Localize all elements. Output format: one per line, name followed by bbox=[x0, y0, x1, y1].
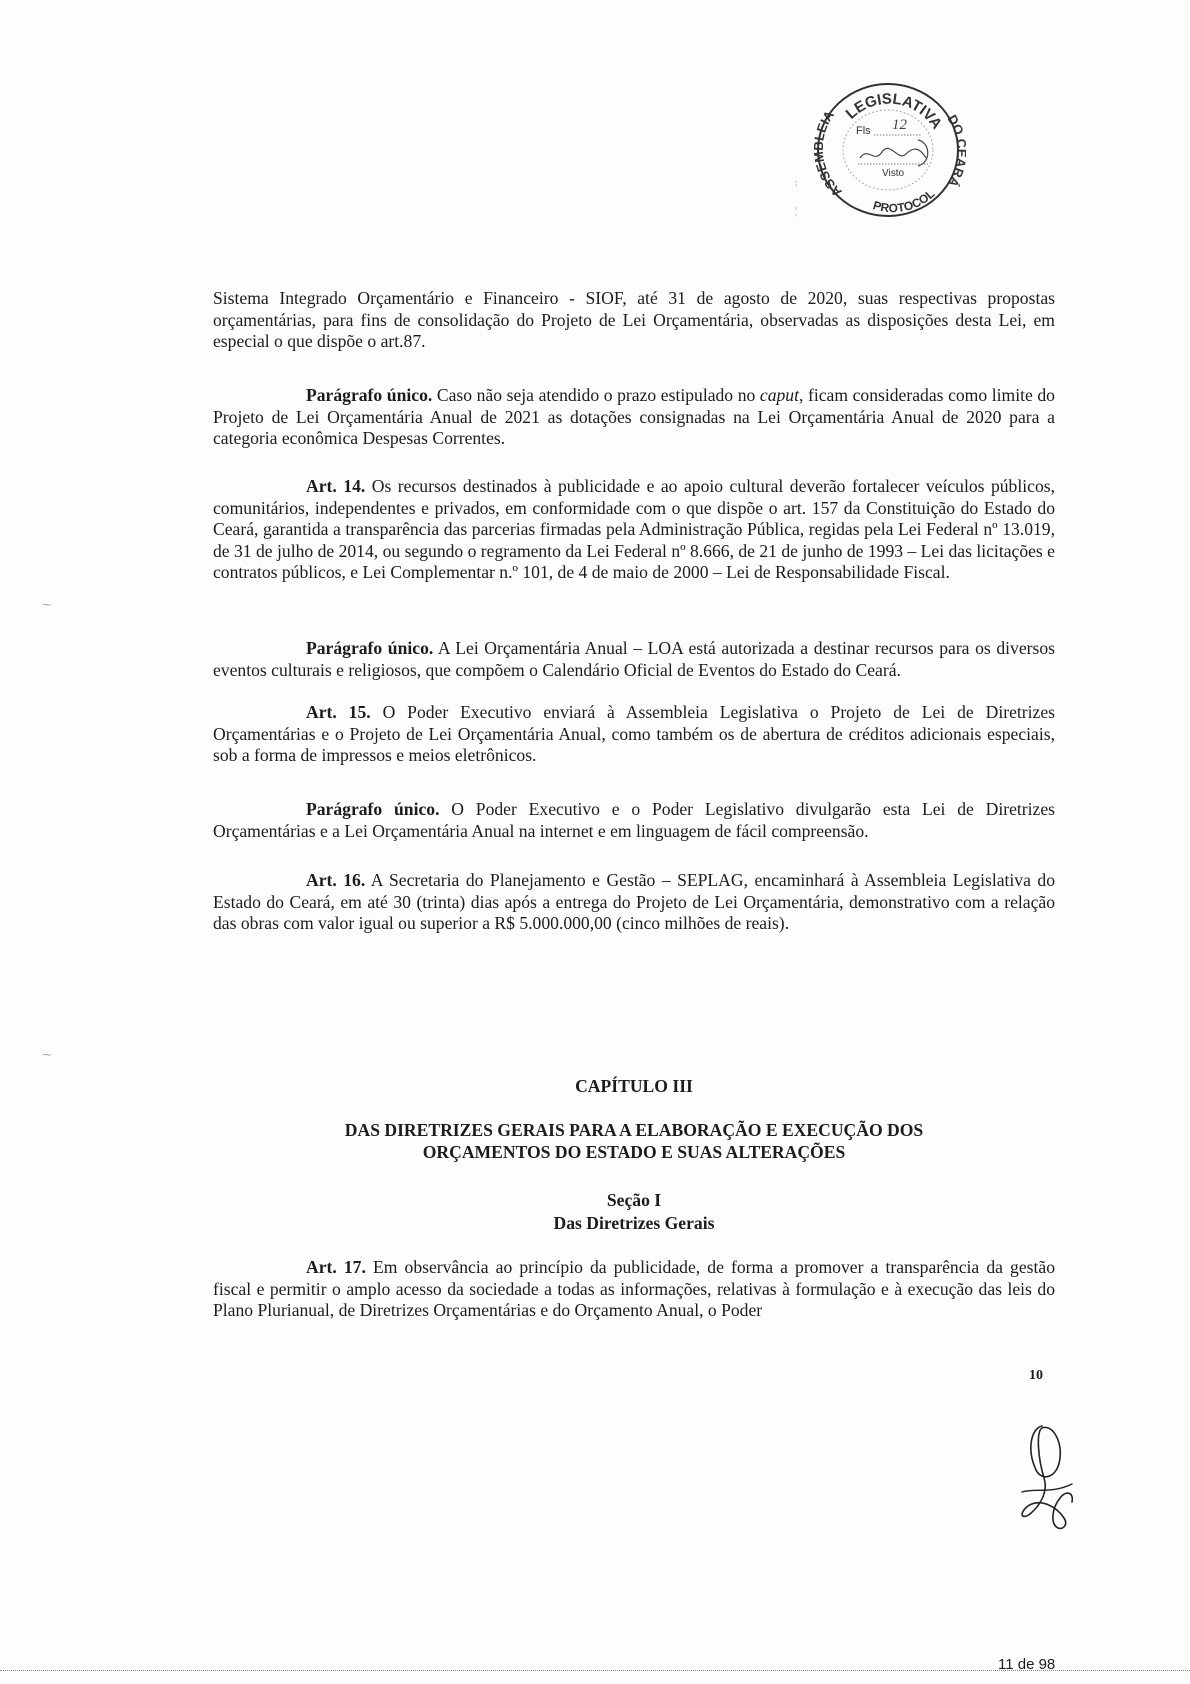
article-label: Art. 15. bbox=[306, 702, 371, 722]
stamp-right-text: DO RÁ bbox=[944, 112, 966, 190]
chapter-title-line1: DAS DIRETRIZES GERAIS PARA A ELABORAÇÃO E EXECUÇÃO DOS bbox=[344, 1120, 924, 1140]
stamp-fls-label: Fls bbox=[856, 125, 871, 137]
paragraph-label: Parágrafo único. bbox=[306, 638, 434, 658]
paragraph-single bbox=[213, 799, 1055, 842]
protocol-stamp bbox=[808, 76, 966, 224]
scan-speck: ⁓ bbox=[42, 1050, 52, 1061]
paragraph-text: Caso não seja atendido o prazo estipulado no bbox=[436, 385, 760, 405]
scan-speck: : bbox=[795, 178, 798, 189]
signature-icon bbox=[1012, 1418, 1082, 1536]
svg-text:ASSEMBLEIA bbox=[811, 107, 845, 200]
scan-speck: ¦ bbox=[795, 206, 798, 217]
article-17 bbox=[213, 1257, 1055, 1322]
paragraph-label: Parágrafo único. bbox=[306, 385, 433, 405]
article-label: Art. 16. bbox=[306, 870, 366, 890]
paragraph-text: Sistema Integrado Orçamentário e Financeiro - SIOF, até 31 de agosto de 2020, suas respectivas propostas orçamentárias, para fins de consolidação do Projeto de Lei Orçamentária, observadas as disposições desta Lei, em especial o que dispõe o art.87. bbox=[213, 288, 1055, 351]
article-text: A Secretaria do Planejamento e Gestão – SEPLAG, encaminhará à Assembleia Legislativa do Estado do Ceará, em até 30 (trinta) dias após a entrega do Projeto de Lei Orçamentária, demonstrativo com a relação das obras com valor igual ou superior a R$ 5.000.000,00 (cinco milhões de reais). bbox=[213, 870, 1055, 933]
article-16 bbox=[213, 870, 1055, 935]
paragraph-single bbox=[213, 385, 1055, 450]
chapter-title-line2: ORÇAMENTOS DO ESTADO E SUAS ALTERAÇÕES bbox=[422, 1142, 846, 1162]
caput-term: caput, bbox=[759, 385, 804, 405]
stamp-bottom-text: PROTOCOL bbox=[871, 186, 938, 216]
chapter-number: CAPÍTULO III bbox=[575, 1076, 693, 1096]
paragraph-continuation bbox=[213, 288, 1055, 353]
article-label: Art. 14. bbox=[306, 476, 366, 496]
section-number: Seção I bbox=[606, 1190, 662, 1210]
stamp-fls-value: 12 bbox=[892, 117, 907, 133]
paragraph-label: Parágrafo único. bbox=[306, 799, 440, 819]
article-15 bbox=[213, 702, 1055, 767]
stamp-seal-icon bbox=[808, 76, 966, 224]
article-text: O Poder Executivo enviará à Assembleia Legislativa o Projeto de Lei de Diretrizes Orçamentárias e o Projeto de Lei Orçamentária Anual, como também os de abertura de créditos adicionais especiais, sob a forma de impressos e meios eletrônicos. bbox=[213, 702, 1055, 765]
paragraph-text: ficam consideradas como limite do Projeto de Lei Orçamentária Anual de 2021 as dotações consignadas na Lei Orçamentária Anual de 2020 para a categoria econômica Despesas Correntes. bbox=[213, 385, 1055, 448]
article-text: Em observância ao princípio da publicidade, de forma a promover a transparência da gestão fiscal e permitir o amplo acesso da sociedade a todas as informações, relativas à formulação e à execução das leis do Plano Plurianual, de Diretrizes Orçamentárias e do Orçamento Anual, o Poder bbox=[213, 1257, 1055, 1320]
article-label: Art. 17. bbox=[306, 1257, 366, 1277]
stamp-visto-label: Visto bbox=[882, 168, 905, 179]
paragraph-single bbox=[213, 638, 1055, 681]
scan-speck: ⁓ bbox=[42, 600, 52, 611]
svg-text:DO CEARÁ bbox=[945, 112, 966, 190]
article-14 bbox=[213, 476, 1055, 584]
stamp-left-text: ASSEMBLEIA bbox=[810, 107, 845, 200]
paragraph-text: O Poder Executivo e o Poder Legislativo divulgarão esta Lei de Diretrizes Orçamentárias e a Lei Orçamentária Anual na internet e em linguagem de fácil compreensão. bbox=[213, 799, 1055, 841]
section-title: Das Diretrizes Gerais bbox=[553, 1213, 715, 1233]
signature-initials bbox=[1012, 1418, 1082, 1536]
stamp-top-text: LEGISLATIVA bbox=[842, 90, 946, 133]
article-text: Os recursos destinados à publicidade e ao apoio cultural deverão fortalecer veículos públicos, comunitários, independentes e privados, em conformidade com o que dispõe o art. 157 da Constituição do Estado do Ceará, garantida a transparência das parcerias firmadas pela Administração Pública, regidas pela Lei Federal nº 13.019, de 31 de julho de 2014, ou segundo o regramento da Lei Federal nº 8.666, de 21 de junho de 1993 – Lei das licitações e contratos públicos, e Lei Complementar n.º 101, de 4 de maio de 2000 – Lei de Responsabilidade Fiscal. bbox=[213, 476, 1055, 582]
paragraph-text: A Lei Orçamentária Anual – LOA está autorizada a destinar recursos para os diversos eventos culturais e religiosos, que compõem o Calendário Oficial de Eventos do Estado do Ceará. bbox=[213, 638, 1055, 680]
footer-page-count: 11 de 98 bbox=[998, 1656, 1056, 1673]
page-number: 10 bbox=[1029, 1368, 1043, 1383]
